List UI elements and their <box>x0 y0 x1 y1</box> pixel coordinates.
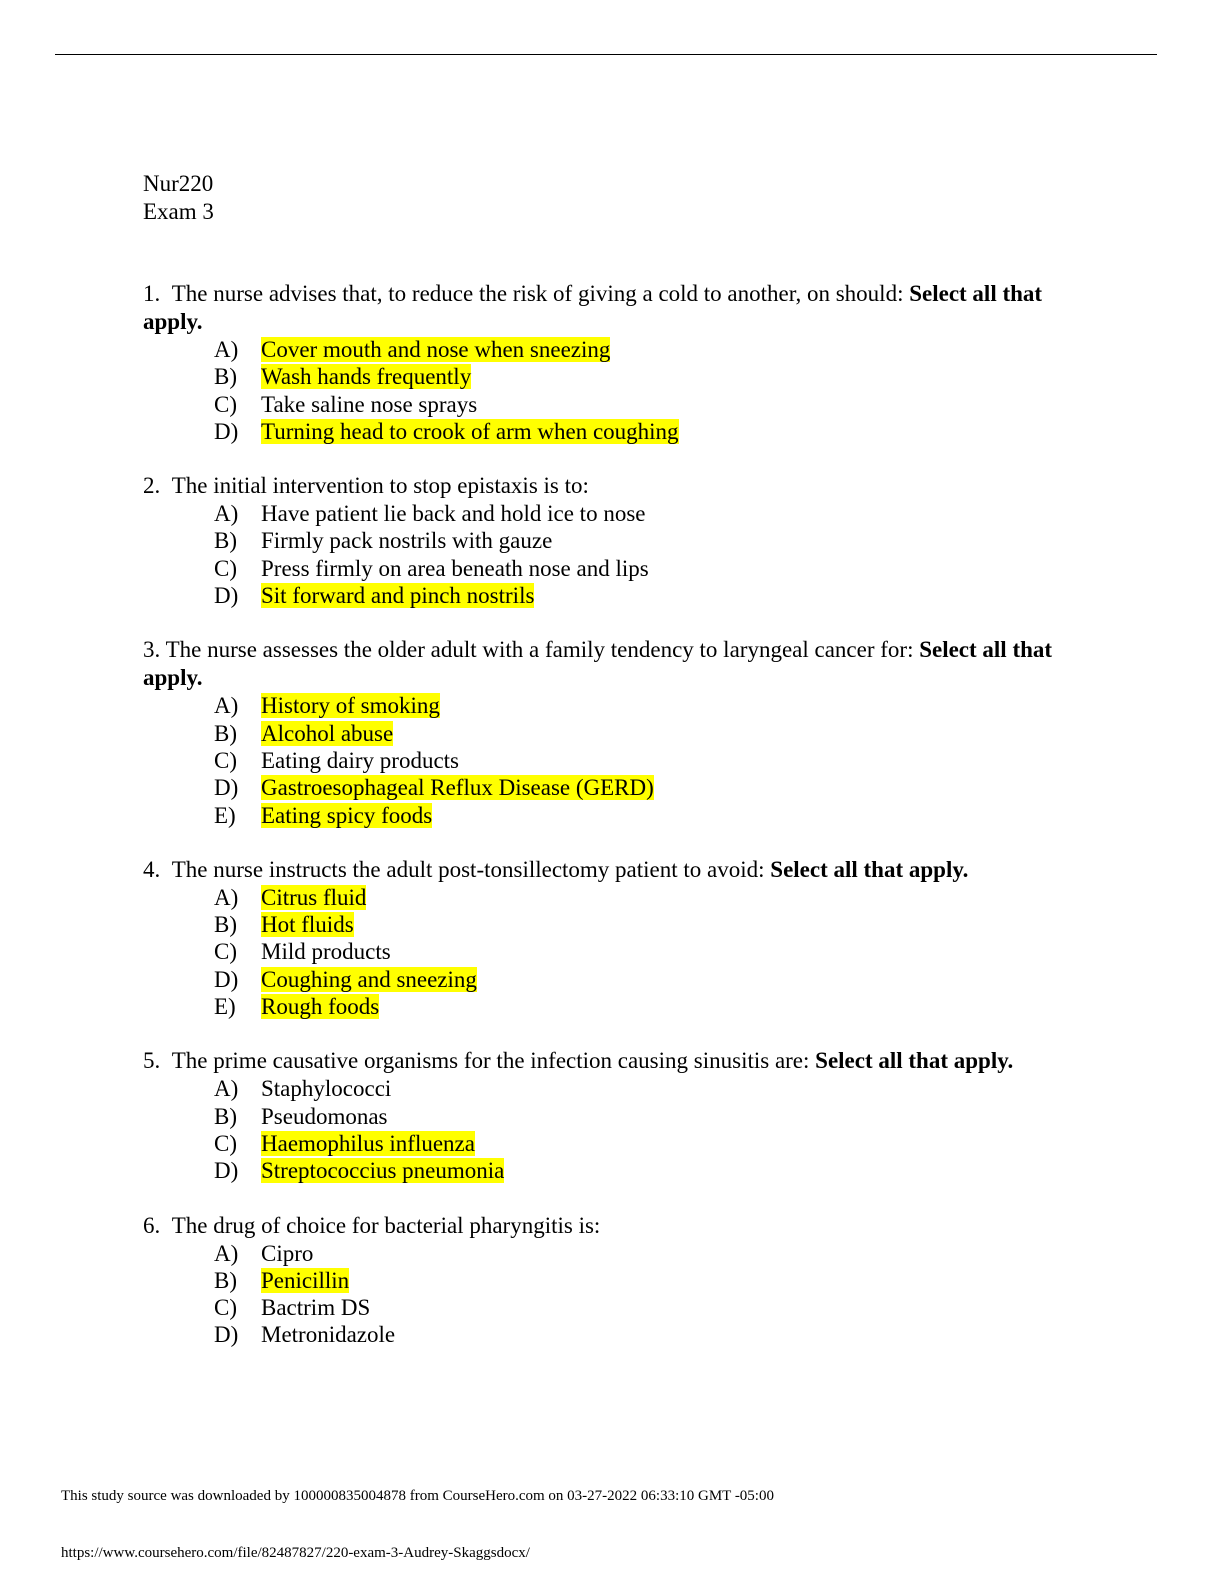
option-letter: B) <box>214 912 237 938</box>
highlighted-answer-text: Eating spicy foods <box>261 802 433 828</box>
answer-options <box>143 692 1063 828</box>
answer-option <box>214 1321 1063 1348</box>
highlighted-answer-text: Sit forward and pinch nostrils <box>261 583 535 609</box>
answer-options <box>143 1240 1063 1349</box>
question-list <box>143 280 1063 1349</box>
exam-document <box>143 170 1063 1376</box>
download-notice: This study source was downloaded by 100000835004878 from CourseHero.com on 03-27-2022 06:33:10 GMT -05:00 <box>61 1488 774 1504</box>
option-letter: C) <box>214 747 237 773</box>
option-text: Cipro <box>261 1240 314 1266</box>
answer-option <box>214 1103 1063 1130</box>
question-item <box>143 856 1063 1020</box>
answer-option <box>214 1240 1063 1267</box>
question-item <box>143 472 1063 609</box>
question-stem <box>143 1047 1063 1075</box>
option-text: Firmly pack nostrils with gauze <box>261 528 553 554</box>
option-letter: D) <box>214 1158 239 1184</box>
question-item <box>143 1212 1063 1349</box>
answer-option <box>214 938 1063 965</box>
answer-option <box>214 391 1063 418</box>
option-letter: A) <box>214 693 239 719</box>
question-item <box>143 1047 1063 1184</box>
highlighted-answer-text: Cover mouth and nose when sneezing <box>261 337 611 362</box>
answer-option <box>214 500 1063 527</box>
answer-option <box>214 555 1063 582</box>
highlighted-answer-text: Haemophilus influenza <box>261 1130 475 1156</box>
question-text: The drug of choice for bacterial pharyngitis is: <box>171 1212 601 1238</box>
highlighted-answer-text: Wash hands frequently <box>261 364 472 390</box>
answer-options <box>143 500 1063 609</box>
question-stem <box>143 856 1063 884</box>
option-text: Mild products <box>261 939 391 965</box>
option-letter: A) <box>214 1240 239 1266</box>
option-letter: D) <box>214 966 239 992</box>
option-letter: D) <box>214 418 239 444</box>
question-text: The nurse advises that, to reduce the risk of giving a cold to another, on should: <box>171 281 904 306</box>
option-letter: C) <box>214 1295 237 1321</box>
option-text: Metronidazole <box>261 1322 396 1348</box>
question-number: 5. <box>143 1048 161 1074</box>
highlighted-answer-text: Turning head to crook of arm when coughing <box>261 418 679 444</box>
document-header <box>143 170 1063 226</box>
option-text: Eating dairy products <box>261 747 460 773</box>
highlighted-answer-text: Citrus fluid <box>261 884 367 910</box>
highlighted-answer-text: Streptococcius pneumonia <box>261 1158 505 1184</box>
source-url-link[interactable]: https://www.coursehero.com/file/82487827/220-exam-3-Audrey-Skaggsdocx/ <box>61 1545 530 1561</box>
option-letter: D) <box>214 583 239 609</box>
answer-option <box>214 1130 1063 1157</box>
highlighted-answer-text: Alcohol abuse <box>261 720 394 746</box>
answer-option <box>214 720 1063 747</box>
top-divider-line <box>55 54 1157 55</box>
question-instruction: Select all that apply. <box>143 281 1043 334</box>
answer-option <box>214 582 1063 609</box>
question-number: 6. <box>143 1212 161 1238</box>
option-letter: D) <box>214 1322 239 1348</box>
highlighted-answer-text: Rough foods <box>261 994 380 1020</box>
question-stem <box>143 636 1063 692</box>
highlighted-answer-text: Hot fluids <box>261 912 354 938</box>
answer-option <box>214 692 1063 719</box>
option-letter: B) <box>214 1267 237 1293</box>
option-letter: E) <box>214 994 236 1020</box>
question-stem <box>143 1212 1063 1240</box>
option-text: Press firmly on area beneath nose and lips <box>261 555 649 581</box>
highlighted-answer-text: Penicillin <box>261 1267 350 1293</box>
option-text: Take saline nose sprays <box>261 391 478 417</box>
option-letter: C) <box>214 939 237 965</box>
answer-option <box>214 774 1063 801</box>
answer-options <box>143 336 1063 445</box>
option-text: Staphylococci <box>261 1076 392 1102</box>
question-text: The initial intervention to stop epistaxis is to: <box>171 473 589 499</box>
option-letter: C) <box>214 1130 237 1156</box>
question-text: The nurse assesses the older adult with a family tendency to laryngeal cancer for: <box>165 637 914 663</box>
question-item <box>143 280 1063 445</box>
highlighted-answer-text: History of smoking <box>261 693 440 719</box>
answer-option <box>214 527 1063 554</box>
question-number: 4. <box>143 856 161 882</box>
option-letter: A) <box>214 1076 239 1102</box>
option-letter: A) <box>214 884 239 910</box>
option-letter: C) <box>214 555 237 581</box>
exam-title: Exam 3 <box>143 199 214 224</box>
question-text: The nurse instructs the adult post-tonsillectomy patient to avoid: <box>171 856 765 882</box>
question-number: 2. <box>143 473 161 499</box>
answer-option <box>214 911 1063 938</box>
option-text: Pseudomonas <box>261 1103 388 1129</box>
answer-option <box>214 1267 1063 1294</box>
option-letter: D) <box>214 775 239 801</box>
answer-option <box>214 363 1063 390</box>
option-letter: B) <box>214 364 237 390</box>
answer-option <box>214 418 1063 445</box>
option-text: Have patient lie back and hold ice to nose <box>261 501 646 527</box>
answer-option <box>214 336 1063 363</box>
answer-options <box>143 1075 1063 1184</box>
answer-options <box>143 884 1063 1020</box>
highlighted-answer-text: Gastroesophageal Reflux Disease (GERD) <box>261 775 654 801</box>
question-number: 1. <box>143 281 161 306</box>
option-letter: B) <box>214 720 237 746</box>
answer-option <box>214 1157 1063 1184</box>
option-letter: C) <box>214 391 237 417</box>
option-letter: A) <box>214 501 239 527</box>
option-text: Bactrim DS <box>261 1295 371 1321</box>
question-instruction: Select all that apply. <box>143 637 1053 691</box>
question-item <box>143 636 1063 828</box>
question-stem <box>143 280 1063 336</box>
answer-option <box>214 802 1063 829</box>
option-letter: B) <box>214 1103 237 1129</box>
question-instruction: Select all that apply. <box>770 856 969 882</box>
answer-option <box>214 966 1063 993</box>
question-number: 3. <box>143 637 161 663</box>
answer-option <box>214 993 1063 1020</box>
option-letter: B) <box>214 528 237 554</box>
highlighted-answer-text: Coughing and sneezing <box>261 966 477 992</box>
course-code: Nur220 <box>143 171 214 196</box>
answer-option <box>214 1294 1063 1321</box>
question-stem <box>143 472 1063 500</box>
answer-option <box>214 884 1063 911</box>
option-letter: A) <box>214 337 239 362</box>
answer-option <box>214 1075 1063 1102</box>
answer-option <box>214 747 1063 774</box>
question-instruction: Select all that apply. <box>815 1048 1014 1074</box>
option-letter: E) <box>214 802 236 828</box>
question-text: The prime causative organisms for the infection causing sinusitis are: <box>171 1048 810 1074</box>
